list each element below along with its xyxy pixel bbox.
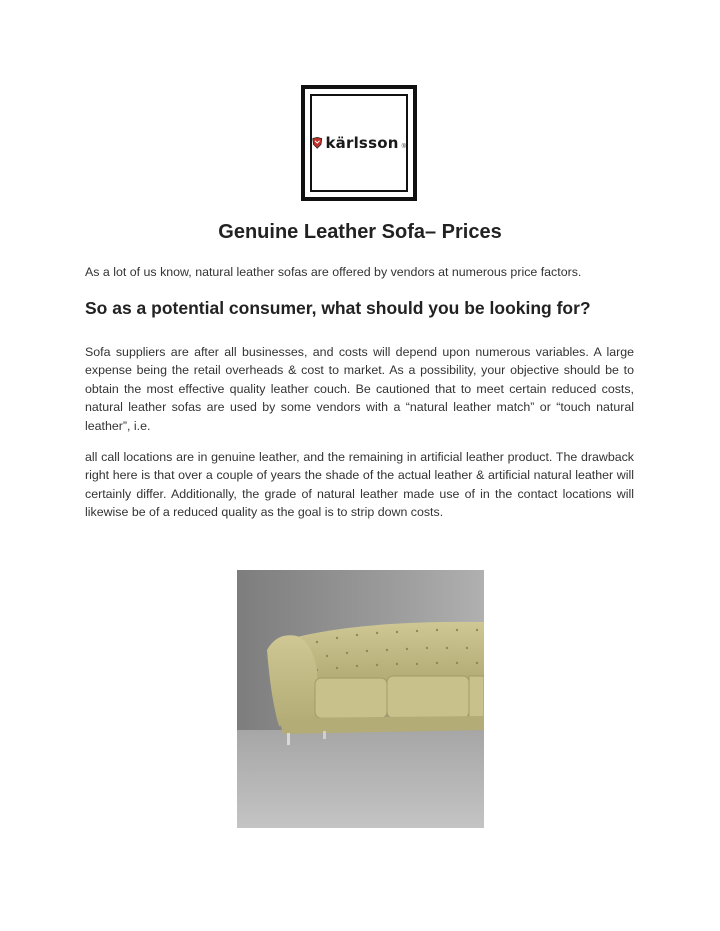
- sofa-photo: [237, 570, 484, 828]
- page-title: Genuine Leather Sofa– Prices: [218, 221, 502, 243]
- logo: [310, 94, 408, 192]
- subheading: So as a potential consumer, what should you be looking for?: [85, 298, 591, 318]
- sofa-leg: [287, 733, 290, 745]
- floor: [237, 730, 484, 828]
- sofa-cushion: [469, 676, 484, 718]
- sofa-leg: [323, 731, 326, 739]
- body-paragraph-1: Sofa suppliers are after all businesses, and costs will depend upon numerous variables. A large expense being the retail overheads & cost to market. As a possibility, your objective should be to obtain the most effective quality leather couch. Be cautioned that to meet certain reduced costs, natural leather sofas are used by some vendors with a “natural leather match” or “touch natural leather”, i.e.: [85, 345, 634, 433]
- logo-frame: [301, 85, 417, 201]
- sofa-illustration: [237, 570, 484, 828]
- sofa-cushion: [315, 678, 387, 718]
- intro-paragraph: As a lot of us know, natural leather sofas are offered by vendors at numerous price factors.: [85, 265, 582, 279]
- registered-mark: ®: [401, 144, 406, 150]
- shield-icon: [312, 135, 323, 151]
- body-paragraph-2: all call locations are in genuine leather, and the remaining in artificial leather product. The drawback right here is that over a couple of years the shade of the actual leather & artificial natural leather will certainly differ. Additionally, the grade of natural leather made use of in the contact locations will likewise be of a reduced quality as the goal is to strip down costs.: [85, 450, 634, 520]
- sofa-cushion: [387, 676, 469, 718]
- logo-text: kärlsson: [325, 134, 399, 152]
